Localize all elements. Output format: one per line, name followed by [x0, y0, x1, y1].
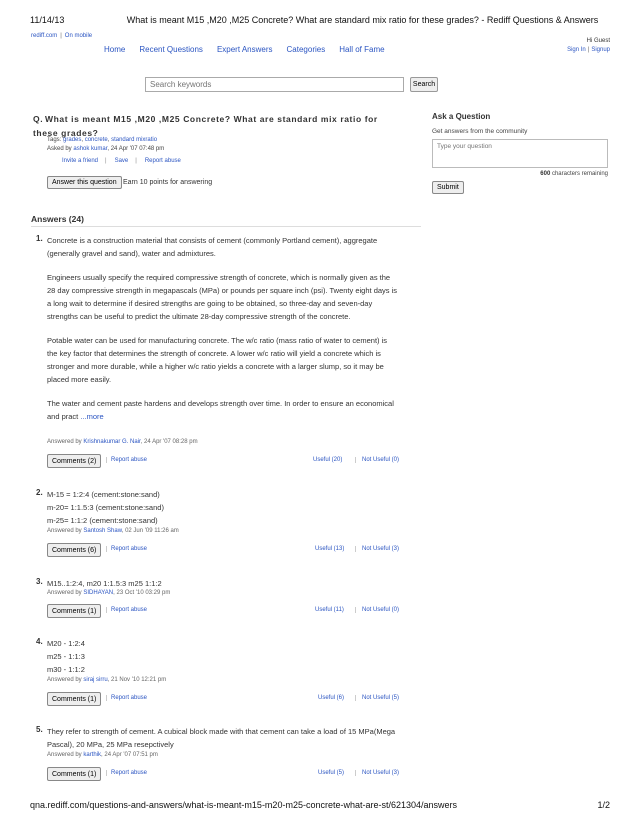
answer-line: m25 - 1:1:3 — [47, 652, 85, 661]
nav-home[interactable]: Home — [104, 45, 126, 54]
answer-body — [47, 725, 399, 751]
question-tags — [47, 137, 157, 143]
question-asked-by — [47, 146, 164, 152]
answer-paragraph: Potable water can be used for manufacturing concrete. The w/c ratio (mass ratio of water to cement) is the key factor that determines the strength of concrete. A lower w/c ratio will yield a concrete which is stronger and more durable, while a higher w/c ratio yields a concrete with a larger slump, so it may be placed more easily. — [47, 336, 388, 384]
answered-by-label: Answered by — [47, 439, 82, 445]
asked-date: , 24 Apr '07 07:48 pm — [107, 146, 165, 152]
answer-date: , 02 Jun '09 11:26 am — [121, 528, 179, 534]
invite-friend-link[interactable]: Invite a friend — [62, 158, 99, 164]
char-count — [540, 171, 608, 177]
author-link[interactable]: Krishnakumar G. Nair — [83, 439, 141, 445]
main-nav — [104, 45, 385, 54]
search-button[interactable]: Search — [410, 77, 438, 92]
ask-question-subtitle: Get answers from the community — [432, 128, 528, 135]
answer-paragraph: Engineers usually specify the required compressive strength of concrete, which is normally given as the 28 day compressive strength in megapascals (MPa) or pounds per square inch (psi). Twenty eight days is a long wait to determine if desired strengths are going to be obtained, so three-day and seven-day strengths can be useful to predict the ultimate 28-day compressive strength of the concrete. — [47, 273, 398, 321]
comments-button[interactable]: Comments (6) — [47, 543, 101, 557]
separator: | — [135, 158, 137, 164]
answer-line: m-20= 1:1.5:3 (cement:stone:sand) — [47, 503, 164, 512]
answer-body — [47, 234, 399, 423]
answer-line: They refer to strength of cement. A cubical block made with that cement can take a load of 15 MPa(Mega Pascal), 20 MPa, 25 MPa resepctively — [47, 727, 396, 749]
question-actions — [62, 158, 181, 164]
answer-actions — [47, 454, 407, 468]
answer-paragraph-text: The water and cement paste hardens and develops strength over time. In order to ensure an economical and pract — [47, 399, 394, 421]
answered-by — [47, 677, 166, 683]
tag-link[interactable]: grades — [63, 137, 82, 143]
answer-line: M15..1:2:4, m20 1:1.5:3 m25 1:1:2 — [47, 579, 162, 588]
question-text: What is meant M15 ,M20 ,M25 Concrete? What are standard mix ratio for these grades? — [33, 114, 378, 138]
not-useful-link[interactable]: Not Useful (0) — [355, 607, 399, 613]
answered-by — [47, 590, 170, 596]
question-label: Q. — [33, 114, 44, 124]
tag-link[interactable]: concrete — [84, 137, 108, 143]
answers-heading: Answers (24) — [31, 214, 84, 224]
tags-label: Tags: — [47, 137, 62, 143]
author-link[interactable]: SIDHAYAN — [83, 590, 114, 596]
user-panel — [567, 38, 610, 53]
not-useful-link[interactable]: Not Useful (3) — [355, 546, 399, 552]
answer-question-button[interactable]: Answer this question — [47, 176, 122, 189]
tag-separator: , — [107, 137, 110, 143]
useful-link[interactable]: Useful (20) — [313, 457, 343, 463]
answered-by — [47, 528, 179, 534]
char-count-value: 600 — [540, 171, 551, 177]
question-title — [33, 112, 403, 140]
ask-question-input[interactable] — [432, 139, 608, 168]
more-link[interactable]: ...more — [78, 412, 104, 421]
answered-by-label: Answered by — [47, 677, 82, 683]
answer-number: 1. — [36, 234, 43, 243]
author-link[interactable]: Santosh Shaw — [83, 528, 122, 534]
answered-by-label: Answered by — [47, 590, 82, 596]
useful-link[interactable]: Useful (13) — [315, 546, 345, 552]
report-abuse-link[interactable]: Report abuse — [106, 607, 147, 613]
print-page-number: 1/2 — [597, 800, 610, 810]
answered-by — [47, 439, 198, 445]
asked-by-label: Asked by — [47, 146, 72, 152]
tag-link[interactable]: standard mixratio — [111, 137, 158, 143]
top-links — [31, 33, 92, 39]
answer-body — [47, 488, 399, 527]
report-abuse-link[interactable]: Report abuse — [106, 546, 147, 552]
mobile-link[interactable]: On mobile — [64, 33, 93, 39]
report-abuse-link[interactable]: Report abuse — [106, 457, 147, 463]
answer-body — [47, 577, 399, 590]
sign-in-link[interactable]: Sign In — [567, 47, 586, 53]
nav-expert-answers[interactable]: Expert Answers — [216, 45, 273, 54]
answer-actions — [47, 543, 407, 557]
answered-by — [47, 752, 158, 758]
comments-button[interactable]: Comments (2) — [47, 454, 101, 468]
answer-number: 3. — [36, 577, 43, 586]
separator: | — [105, 158, 107, 164]
answered-by-label: Answered by — [47, 528, 82, 534]
ask-question-title: Ask a Question — [432, 112, 491, 121]
answer-number: 2. — [36, 488, 43, 497]
author-link[interactable]: karthik — [83, 752, 102, 758]
answer-line: m-25= 1:1:2 (cement:stone:sand) — [47, 516, 158, 525]
not-useful-link[interactable]: Not Useful (0) — [355, 457, 399, 463]
useful-link[interactable]: Useful (11) — [315, 607, 344, 613]
print-title: What is meant M15 ,M20 ,M25 Concrete? What are standard mix ratio for these grades? - Rediff Questions & Answers — [126, 15, 599, 25]
sign-up-link[interactable]: Signup — [591, 47, 610, 53]
answer-body — [47, 637, 399, 676]
guest-greeting: Hi Guest — [586, 38, 610, 44]
answer-paragraph — [47, 397, 399, 423]
useful-link[interactable]: Useful (5) — [318, 770, 345, 776]
report-abuse-link[interactable]: Report abuse — [106, 695, 147, 701]
answer-number: 5. — [36, 725, 43, 734]
nav-categories[interactable]: Categories — [286, 45, 326, 54]
not-useful-link[interactable]: Not Useful (5) — [355, 695, 399, 701]
separator: | — [587, 47, 590, 53]
rediff-home-link[interactable]: rediff.com — [31, 33, 58, 39]
print-date: 11/14/13 — [30, 15, 65, 25]
answer-date: , 23 Oct '10 03:29 pm — [113, 590, 171, 596]
answer-actions — [47, 604, 407, 618]
answer-date: , 24 Apr '07 07:51 pm — [101, 752, 158, 758]
report-abuse-link[interactable]: Report abuse — [106, 770, 147, 776]
separator: | — [60, 33, 62, 39]
print-header — [30, 15, 610, 25]
useful-link[interactable]: Useful (6) — [318, 695, 345, 701]
answer-number: 4. — [36, 637, 43, 646]
answer-date: , 24 Apr '07 08:28 pm — [140, 439, 198, 445]
answer-line: M20 - 1:2:4 — [47, 639, 85, 648]
divider — [31, 226, 421, 227]
report-abuse-link[interactable]: Report abuse — [144, 158, 181, 164]
answer-date: , 21 Nov '10 12:21 pm — [107, 677, 167, 683]
search-input[interactable] — [145, 77, 404, 92]
answered-by-label: Answered by — [47, 752, 82, 758]
char-count-suffix: characters remaining — [550, 171, 608, 177]
tag-separator: , — [81, 137, 84, 143]
earn-points-text: Earn 10 points for answering — [123, 179, 213, 186]
print-url: qna.rediff.com/questions-and-answers/what-is-meant-m15-m20-m25-concrete-what-are-st/621304/answers — [30, 800, 458, 810]
submit-question-button[interactable]: Submit — [432, 181, 464, 194]
print-footer — [30, 800, 610, 810]
answer-paragraph: Concrete is a construction material that consists of cement (commonly Portland cement), aggregate (generally gravel and sand), water and admixtures. — [47, 236, 378, 258]
author-link[interactable]: siraj sirru — [83, 677, 108, 683]
search-bar — [145, 77, 438, 92]
comments-button[interactable]: Comments (1) — [47, 692, 101, 706]
comments-button[interactable]: Comments (1) — [47, 767, 101, 781]
answer-line: m30 - 1:1:2 — [47, 665, 85, 674]
asker-link[interactable]: ashok kumar — [73, 146, 108, 152]
answer-actions — [47, 692, 407, 706]
comments-button[interactable]: Comments (1) — [47, 604, 101, 618]
save-link[interactable]: Save — [114, 158, 129, 164]
answer-line: M-15 = 1:2:4 (cement:stone:sand) — [47, 490, 160, 499]
nav-recent-questions[interactable]: Recent Questions — [139, 45, 203, 54]
not-useful-link[interactable]: Not Useful (3) — [355, 770, 399, 776]
nav-hall-of-fame[interactable]: Hall of Fame — [339, 45, 385, 54]
answer-actions — [47, 767, 407, 781]
